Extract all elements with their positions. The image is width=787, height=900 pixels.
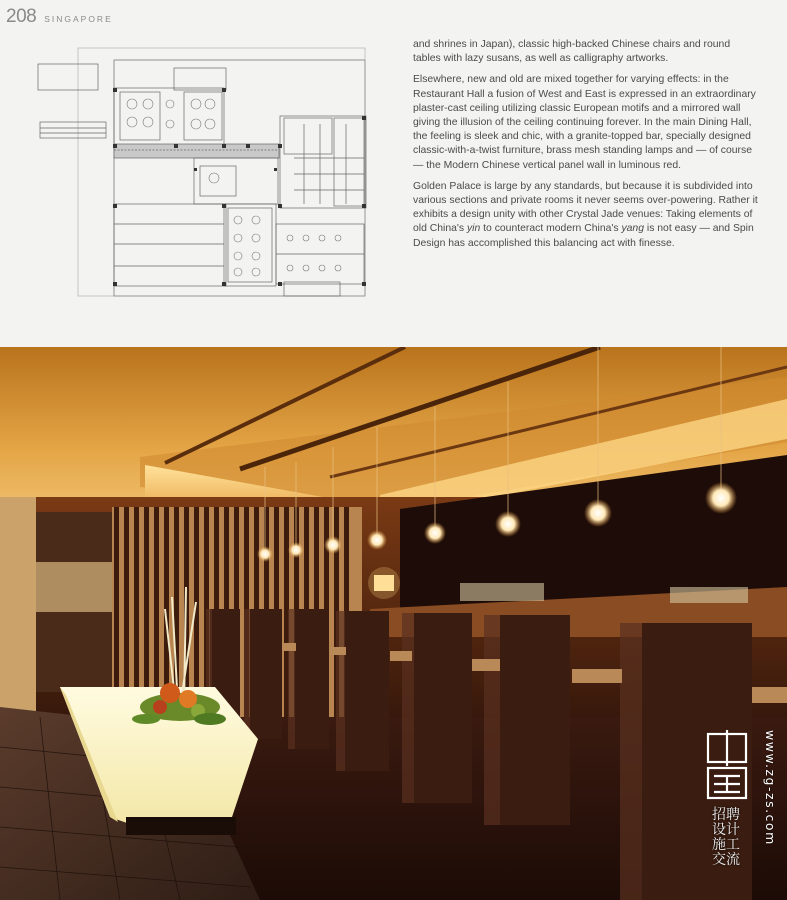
- watermark-url[interactable]: www.zg-zs.com: [763, 730, 778, 846]
- yang-term: yang: [621, 223, 644, 235]
- yin-term: yin: [466, 223, 481, 235]
- floor-plan-drawing: [34, 44, 379, 300]
- paragraph-2: Elsewhere, new and old are mixed together for varying effects: in the Restaurant Hall a fusion of West and East is expressed in an extraordinary plaster-cast ceiling utilizing classic European motifs and a mirrored wall giving the illusion of the ceiling continuing forever. In the main Dining Hall, the feeling is sleek and chic, with a granite-topped bar, specially designed classic-with-a-twist furniture, brass mesh standing lamps and — of course — the Modern Chinese vertical panel wall in luminous red.: [413, 74, 756, 171]
- paragraph-3-part-3: is not easy — and Spin Design has accomplished this balancing act with finesse.: [413, 223, 754, 249]
- article-text: [413, 38, 758, 258]
- watermark-logo: [706, 730, 750, 800]
- paragraph-3-part-1: Golden Palace is large by any standards, but because it is subdivided into various sections and private rooms it never seems over-powering. Rather it exhibits a design unity with other Crystal Jade venues: Taking elements of old China's: [413, 180, 758, 235]
- restaurant-photo: [0, 347, 787, 900]
- section-label: SINGAPORE: [44, 14, 113, 24]
- watermark-caption: 招聘设计施工交流: [712, 807, 740, 868]
- site-watermark: [706, 730, 784, 890]
- page-number: 208: [6, 6, 37, 27]
- paragraph-1: and shrines in Japan), classic high-backed Chinese chairs and round tables with lazy susans, as well as calligraphy artworks.: [413, 39, 731, 65]
- paragraph-3: [413, 180, 758, 251]
- watermark-logo-glyphs: 中国: [706, 730, 708, 731]
- paragraph-3-part-2: to counteract modern China's: [480, 223, 622, 235]
- page-header: [6, 6, 113, 30]
